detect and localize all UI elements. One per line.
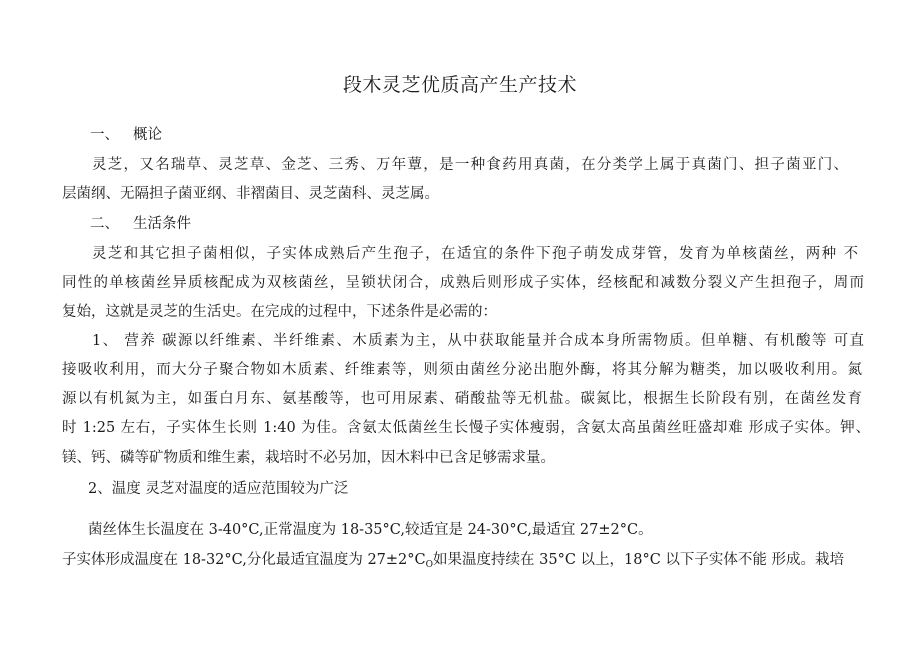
- paragraph-line: 源以有机氮为主，如蛋白月东、氨基酸等，也可用尿素、硝酸盐等无机盐。碳氮比，根据生长阶段有别，在菌丝发育: [62, 391, 862, 407]
- paragraph-line: 1、 营养 碳源以纤维素、半纤维素、木质素为主，从中获取能量并合成本身所需物质。但单糖、有机酸等 可直: [92, 333, 864, 349]
- paragraph-line: [62, 550, 844, 575]
- section-heading-overview: [90, 125, 162, 145]
- paragraph-line: 灵芝和其它担子菌相似，子实体成熟后产生孢子，在适宜的条件下孢子萌发成芽管，发育为单核菌丝，两种 不: [92, 246, 858, 262]
- paragraph-line: 镁、钙、磷等矿物质和维生素，栽培时不必另加，因木料中已含足够需求量。: [62, 450, 555, 466]
- document-title: 段木灵芝优质高产生产技术: [342, 74, 577, 96]
- line-segment: 如果温度持续在 35°C 以上，18°C 以下子实体不能 形成。栽培: [433, 552, 845, 568]
- line-segment: 子实体形成温度在 18-32°C,分化最适宜温度为 27±2°C: [62, 552, 426, 568]
- section-title: 生活条件: [133, 216, 191, 232]
- section-number: 一、: [90, 127, 119, 143]
- paragraph-line: 同性的单核菌丝异质核配成为双核菌丝，呈锁状闭合，成熟后则形成子实体，经核配和减数分裂义产生担孢子，周而: [62, 275, 864, 291]
- section-number: 二、: [90, 216, 119, 232]
- paragraph-line: 时 1:25 左右，子实体生长则 1:40 为佳。含氨太低菌丝生长慢子实体瘦弱，含氨太高虽菌丝旺盛却难 形成子实体。钾、: [62, 420, 870, 436]
- paragraph-line: 接吸收利用，而大分子聚合物如木质素、纤维素等，则须由菌丝分泌出胞外酶，将其分解为糖类，加以吸收利用。氮: [62, 362, 862, 378]
- paragraph-line: 2、温度 灵芝对温度的适应范围较为广泛: [88, 481, 349, 497]
- paragraph-line: 菌丝体生长温度在 3-40°C,正常温度为 18-35°C,较适宜是 24-30°C,最适宜 27±2°C。: [88, 522, 653, 538]
- paragraph-line: 层菌纲、无隔担子菌亚纲、非褶菌目、灵芝菌科、灵芝属。: [62, 186, 439, 202]
- paragraph-line: 灵芝，又名瑞草、灵芝草、金芝、三秀、万年蕈，是一种食药用真菌，在分类学上属于真菌门、担子菌亚门、: [92, 157, 848, 173]
- subscript-mark: O: [425, 560, 434, 570]
- paragraph-line: 复始，这就是灵芝的生活史。在完成的过程中，下述条件是必需的：: [62, 304, 497, 320]
- section-title: 概论: [133, 127, 162, 143]
- section-heading-living-conditions: [90, 214, 191, 234]
